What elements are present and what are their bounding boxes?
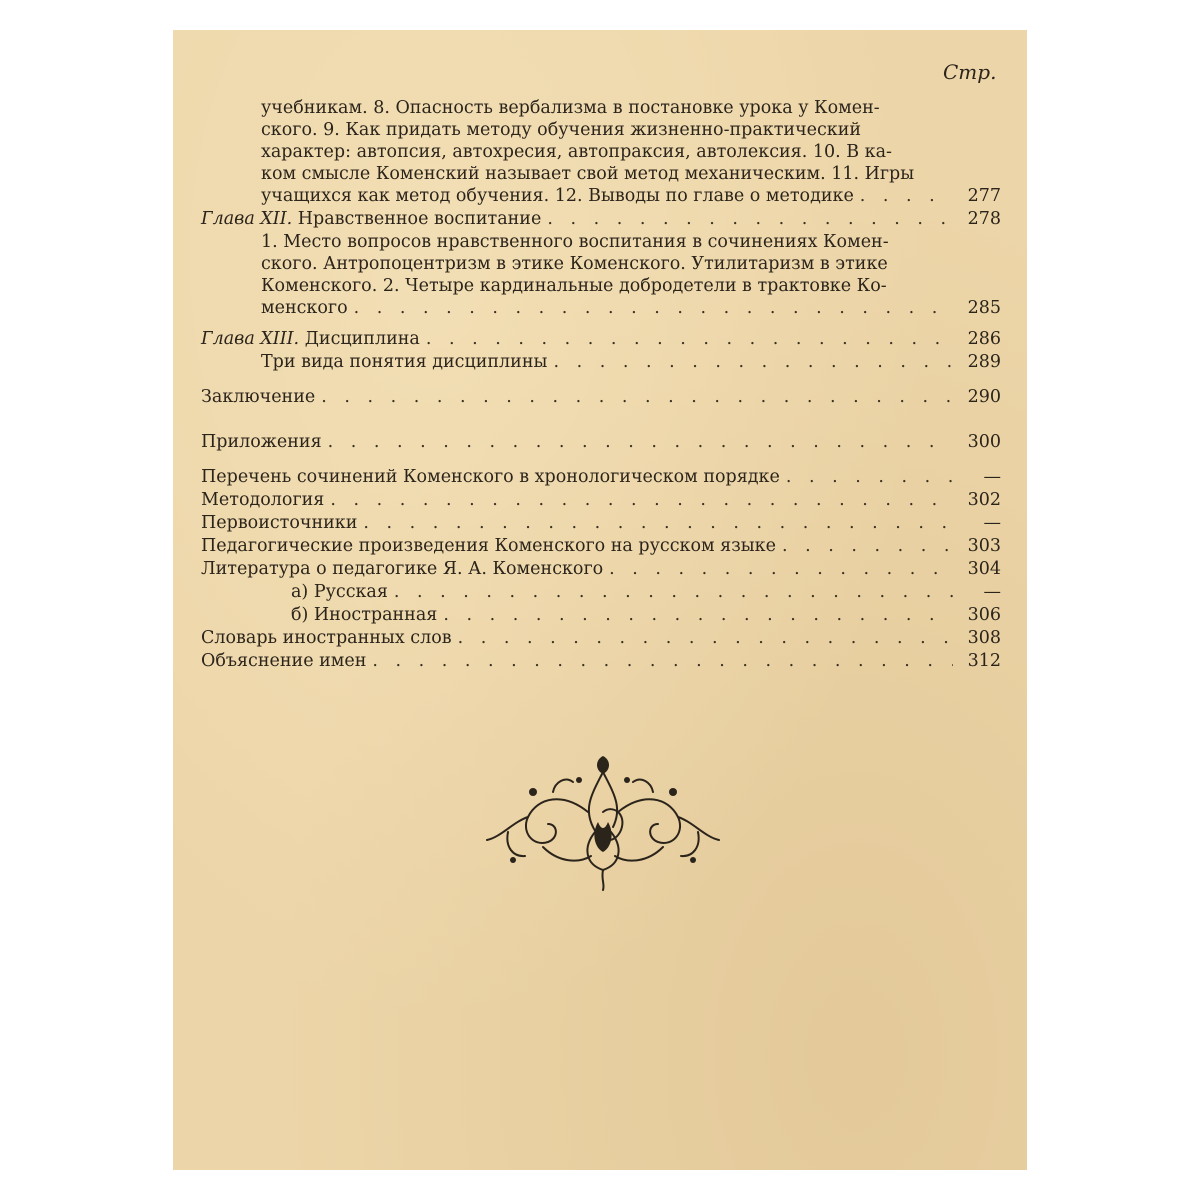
dot-leader [394,581,953,603]
paragraph-line: ского. 9. Как придать методу обучения жизненно-практический [261,120,862,140]
toc-page-number: 312 [967,651,1001,671]
dot-leader [553,351,953,373]
toc-entry-literature-foreign[interactable] [201,604,1001,627]
toc-entry-literature-russian[interactable] [201,581,1001,604]
dot-leader [330,489,953,511]
toc-page-number: 289 [967,352,1001,372]
toc-entry-title: Объяснение имен [201,651,367,671]
toc-entry-title: учащихся как метод обучения. 12. Выводы по главе о методике [261,186,854,206]
toc-entry-title: менского [261,298,348,318]
page-column-header: Стр. [943,60,997,84]
toc-entry-title: Приложения [201,432,322,452]
continuation-paragraph [261,97,941,185]
toc-entry-primary-sources[interactable] [201,512,1001,535]
dot-leader [782,535,953,557]
toc-entry-appendix[interactable] [201,431,1001,454]
toc-entry-title: Литература о педагогике Я. А. Коменского [201,559,604,579]
paragraph-line: Коменского. 2. Четыре кардинальные добродетели в трактовке Ко- [261,276,887,296]
toc-entry-title: Педагогические произведения Коменского на русском языке [201,536,776,556]
dot-leader [363,512,953,534]
toc-page-number: 303 [967,536,1001,556]
toc-entry-virtues[interactable] [201,297,1001,320]
book-page [173,30,1027,1170]
chapter-title: Нравственное воспитание [297,209,542,229]
dot-leader [786,466,953,488]
toc-page-number: 308 [967,628,1001,648]
chapter-prefix: Глава XII. [201,209,293,229]
paragraph-line: 1. Место вопросов нравственного воспитания в сочинениях Комен- [261,232,889,252]
toc-page-number: — [983,582,1001,602]
toc-entry-chapter-13[interactable] [201,328,1001,351]
toc-entry-conclusion[interactable] [201,386,1001,409]
toc-page-number: — [983,513,1001,533]
toc-entry-works-list[interactable] [201,466,1001,489]
paragraph-line: ского. Антропоцентризм в этике Коменского. Утилитаризм в этике [261,254,888,274]
paragraph-line: учебникам. 8. Опасность вербализма в постановке урока у Комен- [261,98,880,118]
toc-page-number: 290 [967,387,1001,407]
chapter-title: Дисциплина [304,329,420,349]
toc-entry-title: Три вида понятия дисциплины [261,352,548,372]
chapter-prefix: Глава XIII. [201,329,300,349]
toc-entry-russian-works[interactable] [201,535,1001,558]
toc-page-number: 304 [967,559,1001,579]
floral-ornament-icon [483,752,723,892]
toc-page-number: 302 [967,490,1001,510]
dot-leader [321,386,953,408]
toc-entry-names-index[interactable] [201,650,1001,673]
toc-entry-methodology[interactable] [201,489,1001,512]
toc-page-number: 277 [967,186,1001,206]
dot-leader [860,185,953,207]
toc-page-number: 286 [967,329,1001,349]
toc-entry-title: Заключение [201,387,316,407]
toc-page-number: 306 [967,605,1001,625]
dot-leader [609,558,953,580]
dot-leader [426,328,953,350]
dot-leader [372,650,953,672]
toc-entry-chapter-12[interactable] [201,208,1001,231]
toc-entry-title: а) Русская [291,582,388,602]
paragraph-line: ком смысле Коменский называет свой метод механическим. 11. Игры [261,164,915,184]
dot-leader [443,604,953,626]
dot-leader [328,431,953,453]
dot-leader [354,297,953,319]
toc-entry-methodics-conclusion[interactable] [201,185,1001,208]
toc-page-number: 285 [967,298,1001,318]
toc-entry-glossary[interactable] [201,627,1001,650]
toc-page-number: — [983,467,1001,487]
toc-entry-title: Перечень сочинений Коменского в хронологическом порядке [201,467,780,487]
toc-entry-discipline-types[interactable] [201,351,1001,374]
paragraph-line: характер: автопсия, автохресия, автопраксия, автолексия. 10. В ка- [261,142,892,162]
toc-page-number: 300 [967,432,1001,452]
dot-leader [458,627,953,649]
toc-page-number: 278 [967,209,1001,229]
toc-entry-literature[interactable] [201,558,1001,581]
toc-entry-title: Словарь иностранных слов [201,628,452,648]
chapter-12-paragraph [261,231,941,297]
table-of-contents [201,97,1001,673]
toc-entry-title: Первоисточники [201,513,358,533]
toc-entry-title: б) Иностранная [291,605,438,625]
dot-leader [547,208,953,230]
toc-entry-title: Методология [201,490,325,510]
